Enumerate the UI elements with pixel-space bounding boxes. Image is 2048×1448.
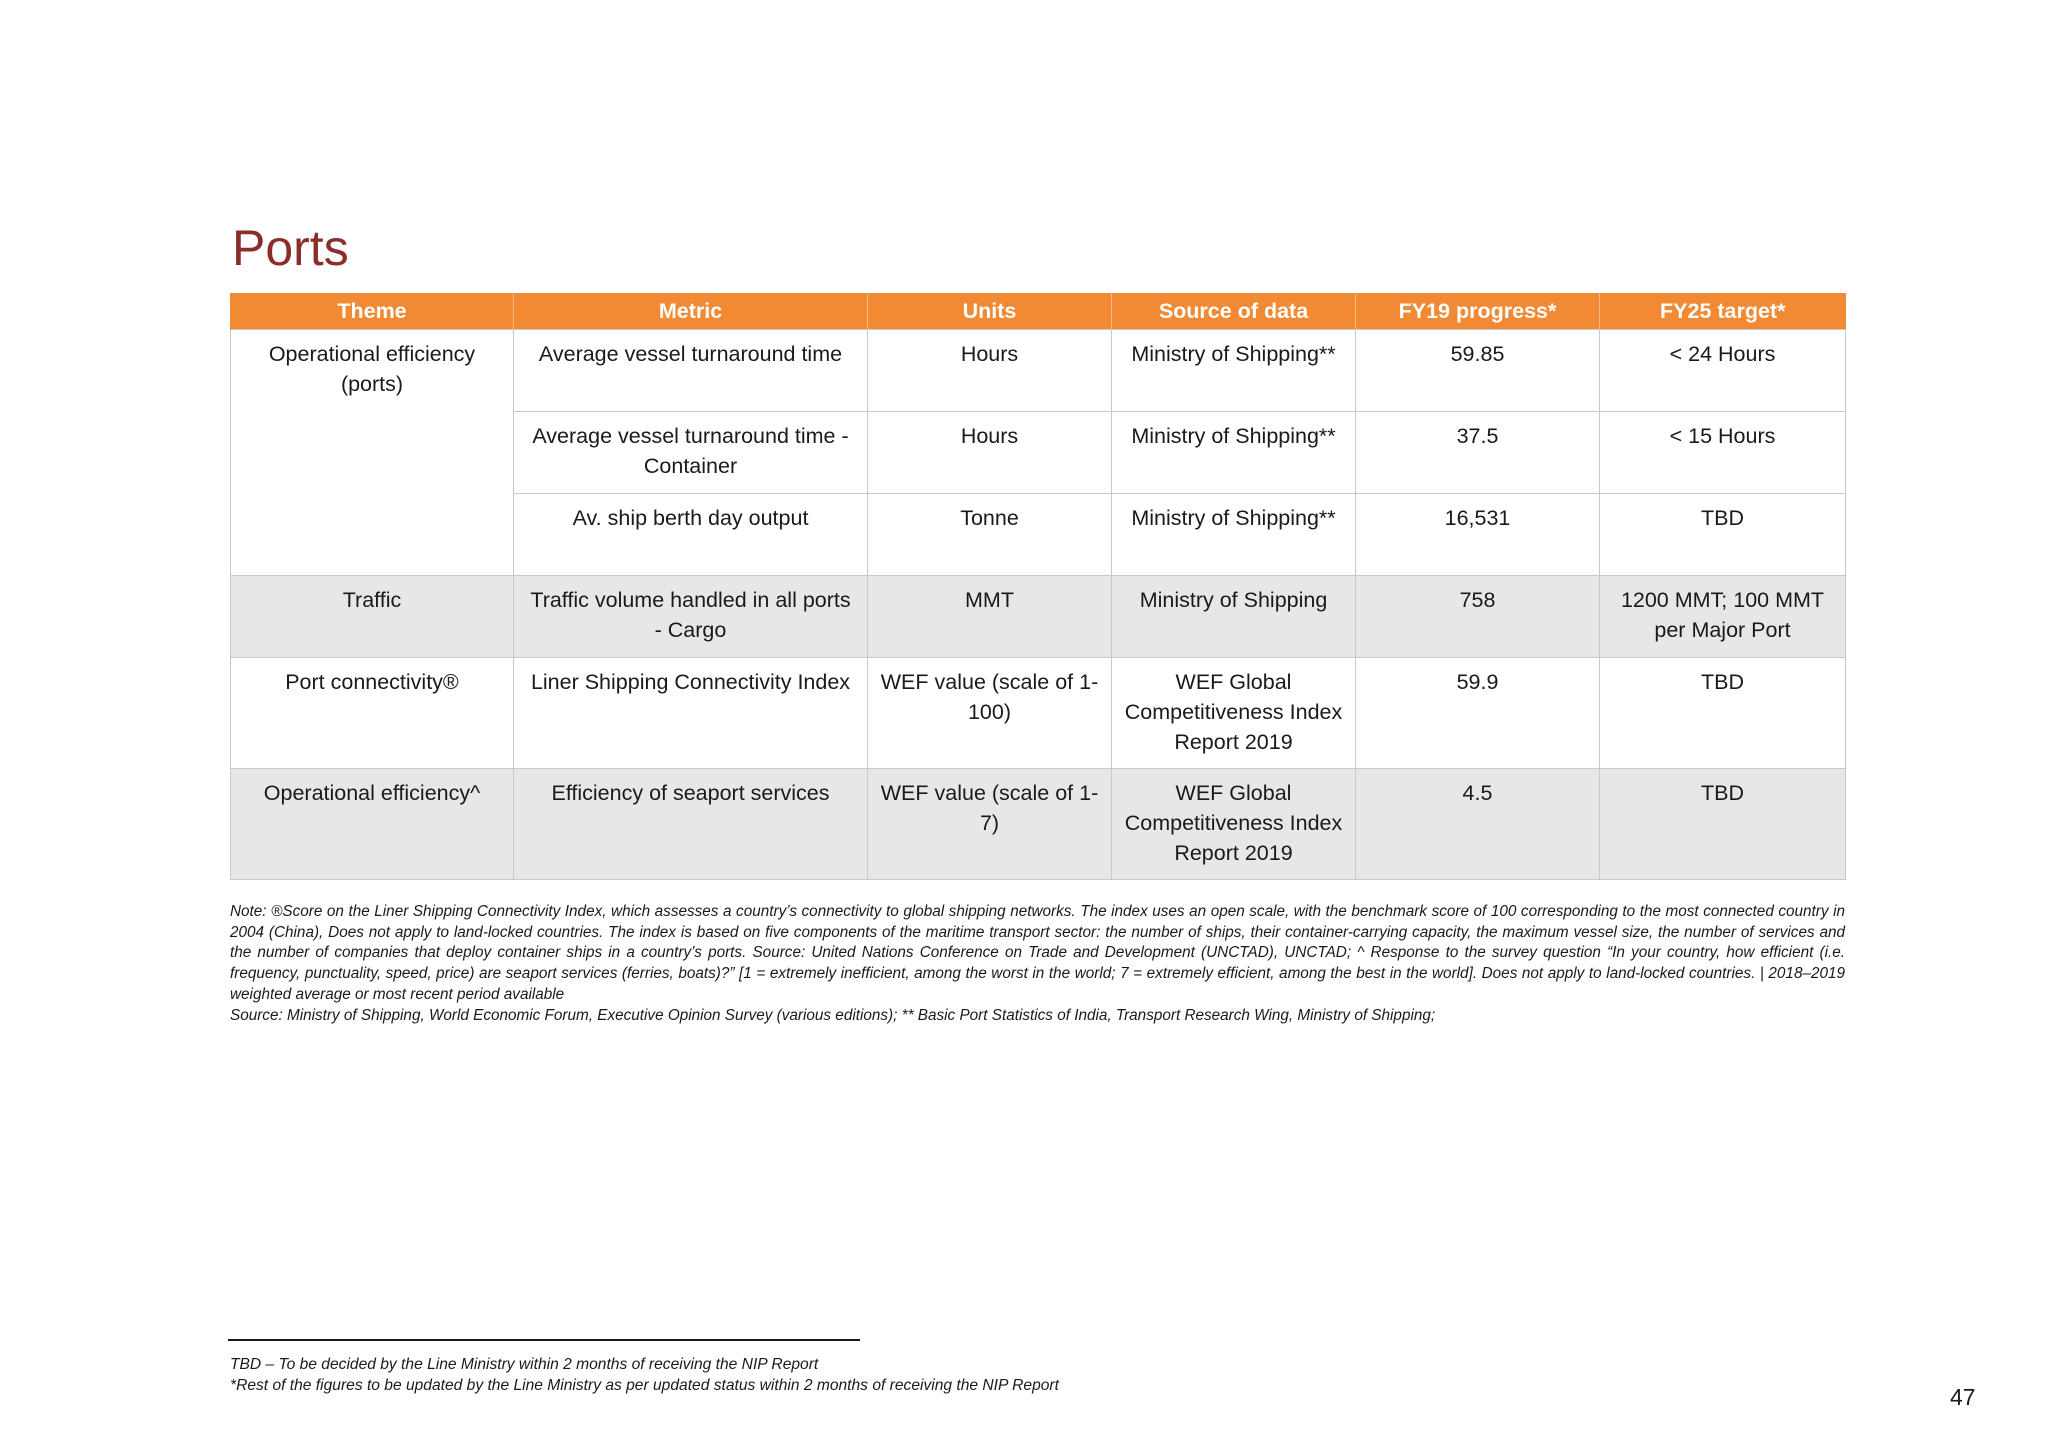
source-cell: Ministry of Shipping** <box>1112 494 1356 576</box>
fy19-cell: 37.5 <box>1356 412 1600 494</box>
fy19-cell: 758 <box>1356 576 1600 658</box>
units-cell: Hours <box>868 330 1112 412</box>
page-number: 47 <box>1950 1384 1976 1410</box>
footnotes <box>230 1354 1059 1396</box>
fy25-cell: < 15 Hours <box>1600 412 1846 494</box>
table-row <box>231 576 1846 658</box>
table-row <box>231 769 1846 880</box>
metric-cell: Efficiency of seaport services <box>514 769 868 880</box>
theme-cell: Traffic <box>231 576 514 658</box>
theme-cell: Port connectivity® <box>231 658 514 769</box>
source-cell: WEF Global Competitiveness Index Report 2019 <box>1112 658 1356 769</box>
units-cell: WEF value (scale of 1-100) <box>868 658 1112 769</box>
fy25-cell: TBD <box>1600 658 1846 769</box>
fy19-cell: 16,531 <box>1356 494 1600 576</box>
header-theme: Theme <box>231 293 514 330</box>
metric-cell: Average vessel turnaround time - Container <box>514 412 868 494</box>
header-fy19-progress: FY19 progress* <box>1356 293 1600 330</box>
fy19-cell: 59.85 <box>1356 330 1600 412</box>
units-cell: WEF value (scale of 1-7) <box>868 769 1112 880</box>
table-row <box>231 330 1846 412</box>
units-cell: Hours <box>868 412 1112 494</box>
header-metric: Metric <box>514 293 868 330</box>
fy19-cell: 59.9 <box>1356 658 1600 769</box>
source-cell: Ministry of Shipping** <box>1112 412 1356 494</box>
theme-cell: Operational efficiency (ports) <box>231 330 514 576</box>
table-row <box>231 658 1846 769</box>
header-units: Units <box>868 293 1112 330</box>
fy25-cell: TBD <box>1600 494 1846 576</box>
fy25-cell: TBD <box>1600 769 1846 880</box>
header-fy25-target: FY25 target* <box>1600 293 1846 330</box>
table-header-row <box>231 293 1846 330</box>
theme-cell: Operational efficiency^ <box>231 769 514 880</box>
metric-cell: Liner Shipping Connectivity Index <box>514 658 868 769</box>
metric-cell: Av. ship berth day output <box>514 494 868 576</box>
fy25-cell: 1200 MMT; 100 MMT per Major Port <box>1600 576 1846 658</box>
footnote-figures: *Rest of the figures to be updated by the Line Ministry as per updated status within 2 months of receiving the NIP Report <box>230 1377 1059 1394</box>
metric-cell: Traffic volume handled in all ports - Cargo <box>514 576 868 658</box>
table-note <box>230 902 1845 1026</box>
units-cell: MMT <box>868 576 1112 658</box>
source-cell: Ministry of Shipping** <box>1112 330 1356 412</box>
units-cell: Tonne <box>868 494 1112 576</box>
footnote-tbd: TBD – To be decided by the Line Ministry within 2 months of receiving the NIP Report <box>230 1356 819 1373</box>
note-text: Note: ®Score on the Liner Shipping Connectivity Index, which assesses a country’s connectivity to global shipping networks. The index uses an open scale, with the benchmark score of 100 corresponding to the most connected country in 2004 (China), Does not apply to land-locked countries. The index is based on five components of the maritime transport sector: the number of ships, their container-carrying capacity, the maximum vessel size, the number of services and the number of companies that deploy container ships in a country’s ports. Source: United Nations Conference on Trade and Development (UNCTAD), UNCTAD; ^ Response to the survey question “In your country, how efficient (i.e. frequency, punctuality, speed, price) are seaport services (ferries, boats)?” [1 = extremely inefficient, among the worst in the world; 7 = extremely efficient, among the best in the world]. Does not apply to land-locked countries. | 2018–2019 weighted average or most recent period available <box>230 903 1845 1003</box>
source-cell: WEF Global Competitiveness Index Report 2019 <box>1112 769 1356 880</box>
ports-metrics-table <box>230 293 1846 880</box>
header-source: Source of data <box>1112 293 1356 330</box>
page-title: Ports <box>232 220 349 276</box>
fy25-cell: < 24 Hours <box>1600 330 1846 412</box>
fy19-cell: 4.5 <box>1356 769 1600 880</box>
metric-cell: Average vessel turnaround time <box>514 330 868 412</box>
footnote-divider <box>228 1339 860 1341</box>
source-text: Source: Ministry of Shipping, World Economic Forum, Executive Opinion Survey (various editions); ** Basic Port Statistics of India, Transport Research Wing, Ministry of Shipping; <box>230 1006 1436 1024</box>
source-cell: Ministry of Shipping <box>1112 576 1356 658</box>
